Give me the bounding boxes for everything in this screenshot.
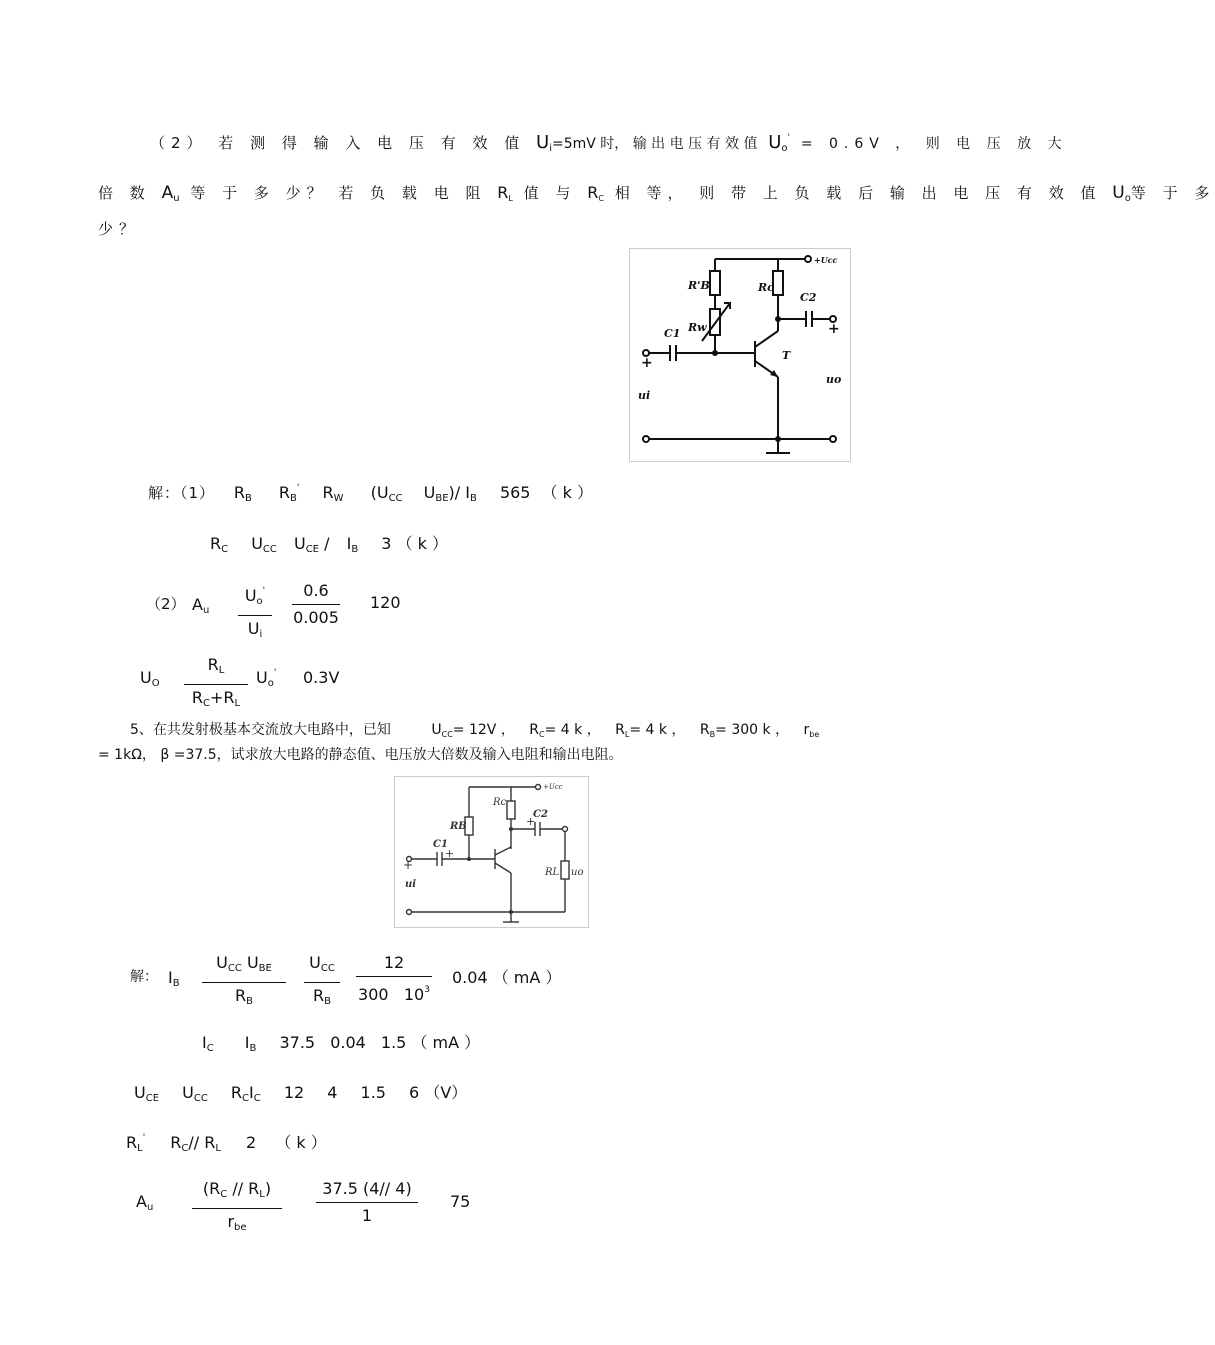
line2-text-d: 相 等， 则 带 上 负 载 后 输 出 电 压 有 效 值 [614,184,1102,202]
problem5-text: 5、在共发射极基本交流放大电路中，已知 [130,722,391,738]
ui2-label: ui [405,879,417,890]
c2-2-label: C2 [533,809,548,820]
rw-label: Rw [688,321,707,334]
uo-result: 0.3V [303,668,340,687]
problem2-line2 [98,182,1215,204]
rb-label: RB [450,821,467,832]
ucc2-label: +Ucc [543,783,563,791]
line2-text-a: 倍 数 [98,184,151,202]
au-fraction-2: 0.6 0.005 [293,581,339,627]
problem2-line1-text: （2） 若 测 得 输 入 电 压 有 效 值 [150,134,526,152]
c1-plus: + [445,847,455,860]
problem2-line1 [150,132,1068,154]
uo2-symbol: $U_o$ [1112,183,1131,204]
rc-label: Rc [758,281,774,294]
au-result: 120 [370,593,401,612]
ib-result: 0.04 （ mA ） [452,968,562,987]
uce-line: $U_{CE}$ $U_{CC}$ $R_CI_C$ 12 4 1.5 6 （V） [134,1083,468,1104]
sol1-line2: $R_C$ $U_{CC}$ $U_{CE} / I_B$ 3 （ k ） [210,534,449,555]
sol1-eq1: $R_B$ $R_B'$ $R_W$ ($U_{CC}$ $U_{BE})/$ $I_B$ 565 （ k ） [233,483,594,504]
input2-plus: + [403,858,414,872]
uo-symbol: $U_o'$ [768,132,791,154]
c2-label: C2 [800,291,817,304]
au2-fraction-2: 37.5 (4// 4) 1 [316,1178,418,1227]
circuit-2-svg [395,777,588,927]
c1-2-label: C1 [433,839,448,850]
line2-text-b: 等 于 多 少？ 若 负 载 电 阻 [190,184,487,202]
rl-prime-line: $R_L'$ $R_C//$ $R_L$ 2 （ k ） [126,1133,327,1154]
uo-lhs: $U_O$ [140,668,160,689]
uo-rhs: $U_o'$ [256,668,277,689]
au2-lhs: $A_u$ [136,1192,154,1213]
ib-fraction-2: $U_{CC}$ $R_B$ [304,952,340,1013]
output-plus: + [828,321,840,337]
circuit-1-svg [630,249,850,461]
uo-label: uo [826,373,842,386]
problem5-line1: 5、在共发射极基本交流放大电路中，已知 $U_{CC}= 12V$ ， $R_C= 4$ k ， $R_L= 4$ k ， $R_B= 300$ k ， $r_{be}$ [130,722,820,739]
ucc-label: +Ucc [814,255,838,265]
ib-fraction-1: $U_{CC}$ $U_{BE}$ $R_B$ [202,952,286,1013]
rb-prime-label: R'B [688,279,710,292]
ib-lhs: $I_B$ [168,968,180,989]
rc-symbol: $R_C$ [587,183,604,203]
ui-value: =5mV 时， 输 出 电 压 有 效 值 [551,136,758,152]
ui-symbol: $U_i$ [536,132,552,154]
sol2-label: 解： [130,969,158,985]
rl-symbol: $R_L$ [497,183,513,203]
ib-fraction-3: 12 300 $10^3$ [356,952,432,1006]
transistor-label: T [782,349,791,362]
rc2-label: Rc [493,797,507,808]
ic-line: $I_C$ $I_B$ 37.5 0.04 1.5 （ mA ） [202,1033,481,1054]
au-lhs: $A_u$ [192,595,210,616]
problem2-line3: 少？ [98,220,141,238]
problem5-line2: = 1kΩ， β =37.5，试求放大电路的静态值、电压放大倍数及输入电阻和输出电阻。 [98,747,623,763]
line2-text-c: 值 与 [523,184,577,202]
ui-label: ui [638,389,651,402]
uo-fraction: $R_L$ $R_C+R_L$ [184,654,248,715]
au2-result: 75 [450,1192,471,1211]
uo2-label: uo [571,867,584,878]
input-plus: + [641,355,653,371]
line2-text-e: 等 于 多 [1130,184,1215,202]
rl2-label: RL [545,867,560,878]
sol1-p2-label: （2） [146,595,186,613]
c2-plus: + [526,815,536,828]
au2-fraction-1: $(R_C // R_L)$ $r_{be}$ [192,1178,282,1239]
sol1-label: 解：（1） [148,484,216,502]
uo-value: = 0.6V ， 则 电 压 放 大 [800,136,1068,152]
sol1-line1 [148,480,593,504]
circuit-diagram-2 [394,776,589,928]
au-fraction-1: $U_o'$ $U_i$ [238,580,272,646]
au-symbol: $A_u$ [161,183,180,204]
c1-label: C1 [664,327,681,340]
circuit-diagram-1 [629,248,851,462]
